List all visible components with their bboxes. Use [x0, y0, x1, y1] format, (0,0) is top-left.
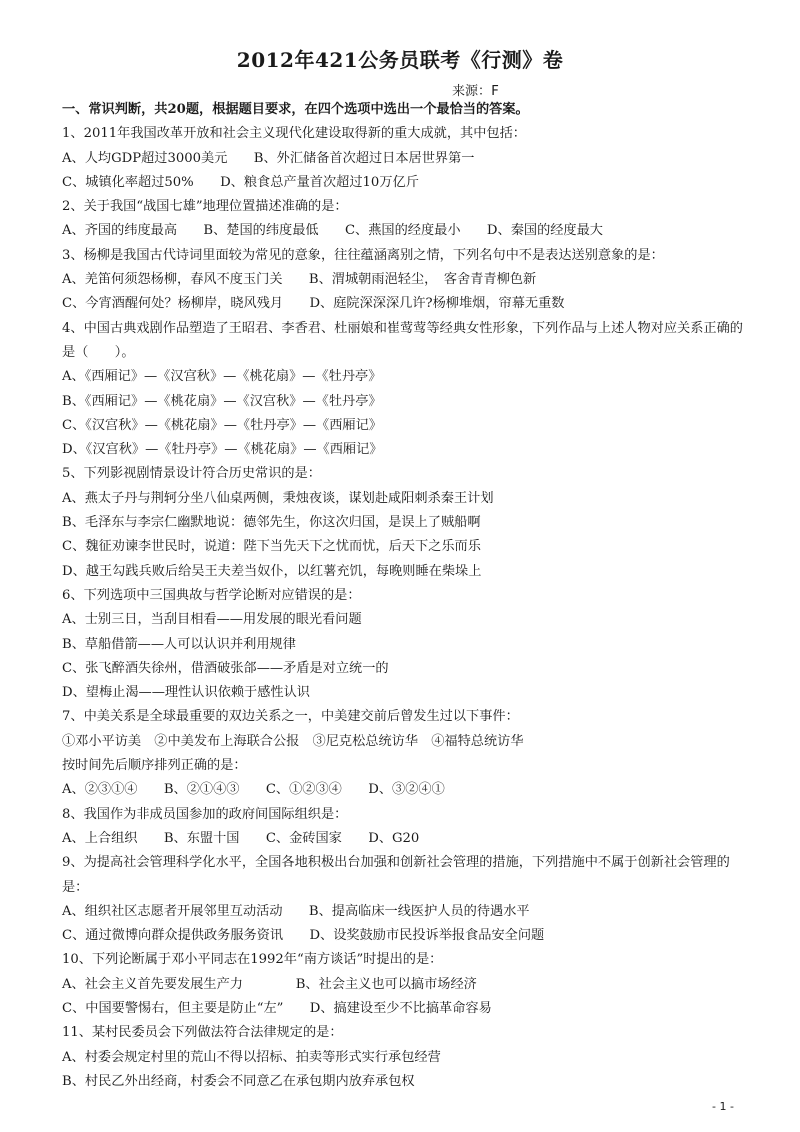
- answer-option: B、毛泽东与李宗仁幽默地说：德邻先生，你这次归国，是误上了贼船啊: [62, 515, 481, 531]
- question-text: 3、杨柳是我国古代诗词里面较为常见的意象，往往蕴涵离别之情，下列名句中不是表达送别意象的是：: [62, 247, 664, 263]
- answer-options: C、城镇化率超过50% D、粮食总产量首次超过10万亿斤: [62, 174, 419, 190]
- answer-options: C、中国要警惕右，但主要是防止“左” D、搞建设至少不比搞革命容易: [62, 1000, 492, 1016]
- answer-option: D、越王勾践兵败后给吴王夫差当奴仆，以红薯充饥，每晚则睡在柴垛上: [62, 563, 482, 579]
- question-text: 7、中美关系是全球最重要的双边关系之一，中美建交前后曾发生过以下事件：: [62, 709, 519, 725]
- answer-options: C、今宵酒醒何处？杨柳岸，晓风残月 D、庭院深深深几许?杨柳堆烟，帘幕无重数: [62, 296, 565, 312]
- question-text: 按时间先后顺序排列正确的是：: [62, 758, 247, 774]
- answer-option: D、望梅止渴——理性认识依赖于感性认识: [62, 685, 310, 701]
- answer-options: A、上合组织 B、东盟十国 C、金砖国家 D、G20: [62, 830, 420, 846]
- question-text: 10、下列论断属于邓小平同志在1992年“南方谈话”时提出的是：: [62, 952, 443, 968]
- answer-option: C、《汉宫秋》—《桃花扇》—《牡丹亭》—《西厢记》: [62, 417, 382, 433]
- answer-option: A、《西厢记》—《汉宫秋》—《桃花扇》—《牡丹亭》: [62, 369, 382, 385]
- answer-options: A、人均GDP超过3000美元 B、外汇储备首次超过日本居世界第一: [62, 150, 475, 166]
- answer-option: B、《西厢记》—《桃花扇》—《汉宫秋》—《牡丹亭》: [62, 393, 382, 409]
- question-text: 11、某村民委员会下列做法符合法律规定的是：: [62, 1025, 343, 1041]
- answer-options: A、②③①④ B、②①④③ C、①②③④ D、③②④①: [62, 782, 445, 798]
- question-text: 6、下列选项中三国典故与哲学论断对应错误的是：: [62, 587, 361, 603]
- source-label: 来源：: [452, 84, 492, 99]
- answer-option: A、燕太子丹与荆轲分坐八仙桌两侧，秉烛夜谈，谋划赴咸阳刺杀秦王计划: [62, 490, 494, 506]
- question-content: [62, 98, 752, 1094]
- document-title: 2012年421公务员联考《行测》卷: [236, 48, 564, 72]
- answer-option: C、张飞醉酒失徐州，借酒破张郃——矛盾是对立统一的: [62, 660, 389, 676]
- source-value: F: [491, 84, 499, 99]
- event-list: ①邓小平访美 ②中美发布上海联合公报 ③尼克松总统访华 ④福特总统访华: [62, 733, 524, 749]
- section-heading: 一、常识判断，共20题，根据题目要求，在四个选项中选出一个最恰当的答案。: [62, 102, 529, 117]
- answer-option: C、魏征劝谏李世民时，说道：陛下当先天下之忧而忧，后天下之乐而乐: [62, 539, 481, 555]
- question-text: 8、我国作为非成员国参加的政府间国际组织是：: [62, 806, 348, 822]
- question-text: 9、为提高社会管理科学化水平，全国各地积极出台加强和创新社会管理的措施，下列措施中不属于创新社会管理的是：: [62, 855, 730, 895]
- answer-options: A、羌笛何须怨杨柳，春风不度玉门关 B、渭城朝雨浥轻尘， 客舍青青柳色新: [62, 272, 537, 288]
- answer-options: A、社会主义首先要发展生产力 B、社会主义也可以搞市场经济: [62, 976, 477, 992]
- answer-option: A、士别三日，当刮目相看——用发展的眼光看问题: [62, 612, 362, 628]
- answer-option: A、村委会规定村里的荒山不得以招标、拍卖等形式实行承包经营: [62, 1049, 441, 1065]
- question-text: 5、下列影视剧情景设计符合历史常识的是：: [62, 466, 321, 482]
- answer-option: D、《汉宫秋》—《牡丹亭》—《桃花扇》—《西厢记》: [62, 442, 383, 458]
- question-text: 1、2011年我国改革开放和社会主义现代化建设取得新的重大成就，其中包括：: [62, 126, 526, 142]
- page-number: - 1 -: [712, 1100, 734, 1113]
- answer-option: B、村民乙外出经商，村委会不同意乙在承包期内放弃承包权: [62, 1073, 415, 1089]
- question-text: 2、关于我国“战国七雄”地理位置描述准确的是：: [62, 199, 348, 215]
- answer-options: A、齐国的纬度最高 B、楚国的纬度最低 C、燕国的经度最小 D、秦国的经度最大: [62, 223, 603, 239]
- answer-options: C、通过微博向群众提供政务服务资讯 D、设奖鼓励市民投诉举报食品安全问题: [62, 928, 545, 944]
- source-line: [452, 80, 499, 99]
- question-text: 4、中国古典戏剧作品塑造了王昭君、李香君、杜丽娘和崔莺莺等经典女性形象，下列作品与上述人物对应关系正确的是（ ）。: [62, 320, 743, 360]
- answer-options: A、组织社区志愿者开展邻里互动活动 B、提高临床一线医护人员的待遇水平: [62, 903, 530, 919]
- answer-option: B、草船借箭——人可以认识并利用规律: [62, 636, 296, 652]
